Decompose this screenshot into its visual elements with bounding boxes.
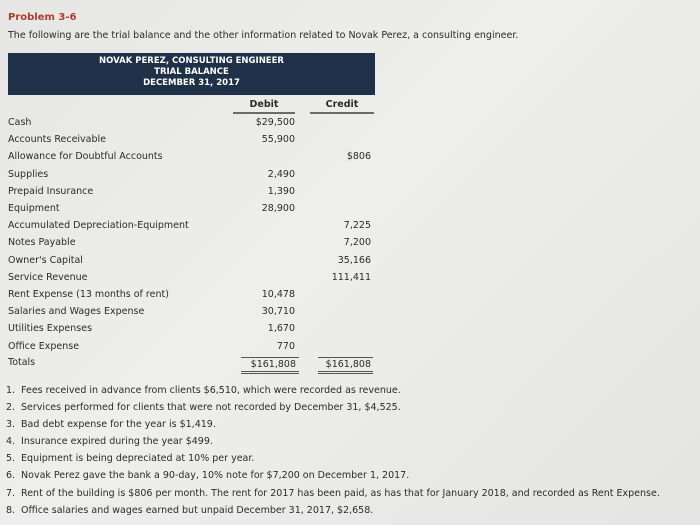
account-name: Notes Payable <box>8 237 76 249</box>
table-row <box>8 169 378 185</box>
statement-date: DECEMBER 31, 2017 <box>143 78 240 88</box>
note-number: 3. <box>6 419 16 431</box>
problem-title: Problem 3-6 <box>8 12 77 23</box>
note-number: 6. <box>6 470 16 482</box>
note-number: 2. <box>6 402 16 414</box>
totals-row <box>8 357 378 373</box>
credit-column-header: Credit <box>310 99 374 114</box>
note-number: 4. <box>6 436 16 448</box>
totals-debit: $161,808 <box>241 357 299 374</box>
credit-amount: 7,225 <box>343 220 371 232</box>
company-name: NOVAK PEREZ, CONSULTING ENGINEER <box>99 56 284 66</box>
table-row <box>8 272 378 288</box>
table-row <box>8 117 378 133</box>
table-row <box>8 289 378 305</box>
account-name: Supplies <box>8 168 49 180</box>
note-number: 1. <box>6 385 16 396</box>
debit-amount: 2,490 <box>267 168 295 180</box>
table-row <box>8 203 378 219</box>
debit-column-header: Debit <box>233 99 295 114</box>
table-row <box>8 134 378 150</box>
account-name: Service Revenue <box>8 271 88 283</box>
adjustment-notes <box>6 385 696 522</box>
list-item <box>6 385 696 402</box>
note-text: Equipment is being depreciated at 10% per year. <box>21 453 255 465</box>
note-text: Office salaries and wages earned but unpaid December 31, 2017, $2,658. <box>21 504 374 516</box>
note-number: 8. <box>6 504 16 516</box>
debit-amount: 10,478 <box>261 289 295 300</box>
debit-amount: $29,500 <box>255 117 295 128</box>
account-name: Office Expense <box>8 340 80 352</box>
account-name: Prepaid Insurance <box>8 185 94 197</box>
totals-credit: $161,808 <box>318 357 373 374</box>
table-row <box>8 323 378 339</box>
note-text: Bad debt expense for the year is $1,419. <box>21 419 216 431</box>
list-item <box>6 402 696 419</box>
account-name: Owner's Capital <box>8 254 83 266</box>
list-item <box>6 436 696 453</box>
note-number: 7. <box>6 487 16 499</box>
debit-amount: 28,900 <box>261 203 295 214</box>
note-text: Services performed for clients that were not recorded by December 31, $4,525. <box>21 402 401 414</box>
trial-balance-header <box>8 53 375 95</box>
list-item <box>6 453 696 470</box>
account-name: Equipment <box>8 203 60 214</box>
list-item <box>6 488 696 505</box>
table-row <box>8 220 378 236</box>
statement-title: TRIAL BALANCE <box>154 67 229 77</box>
credit-amount: 35,166 <box>337 254 371 266</box>
intro-text: The following are the trial balance and the other information related to Novak Perez, a consulting engineer. <box>8 30 519 41</box>
table-row <box>8 237 378 253</box>
debit-amount: 55,900 <box>261 134 295 146</box>
credit-amount: 7,200 <box>343 237 371 249</box>
list-item <box>6 419 696 436</box>
account-name: Utilities Expenses <box>8 323 93 335</box>
account-name: Salaries and Wages Expense <box>8 306 145 318</box>
table-row <box>8 255 378 271</box>
debit-amount: 770 <box>276 340 295 352</box>
table-row <box>8 341 378 357</box>
account-name: Allowance for Doubtful Accounts <box>8 151 163 163</box>
note-text: Novak Perez gave the bank a 90-day, 10% note for $7,200 on December 1, 2017. <box>21 470 410 482</box>
debit-amount: 30,710 <box>261 306 295 318</box>
note-text: Fees received in advance from clients $6,510, which were recorded as revenue. <box>21 385 401 396</box>
credit-amount: $806 <box>346 151 371 163</box>
credit-amount: 111,411 <box>331 271 371 283</box>
account-name: Accounts Receivable <box>8 134 107 146</box>
table-row <box>8 306 378 322</box>
list-item <box>6 505 696 522</box>
account-name: Accumulated Depreciation-Equipment <box>8 220 189 232</box>
list-item <box>6 470 696 487</box>
note-number: 5. <box>6 453 16 465</box>
totals-label: Totals <box>8 357 36 368</box>
table-row <box>8 186 378 202</box>
note-text: Insurance expired during the year $499. <box>21 436 213 448</box>
table-row <box>8 151 378 167</box>
debit-amount: 1,670 <box>267 323 295 335</box>
account-name: Rent Expense (13 months of rent) <box>8 289 169 300</box>
debit-amount: 1,390 <box>267 185 295 197</box>
account-name: Cash <box>8 117 32 128</box>
note-text: Rent of the building is $806 per month. The rent for 2017 has been paid, as has that for January 2018, and recorded as Rent Expense. <box>21 487 660 499</box>
